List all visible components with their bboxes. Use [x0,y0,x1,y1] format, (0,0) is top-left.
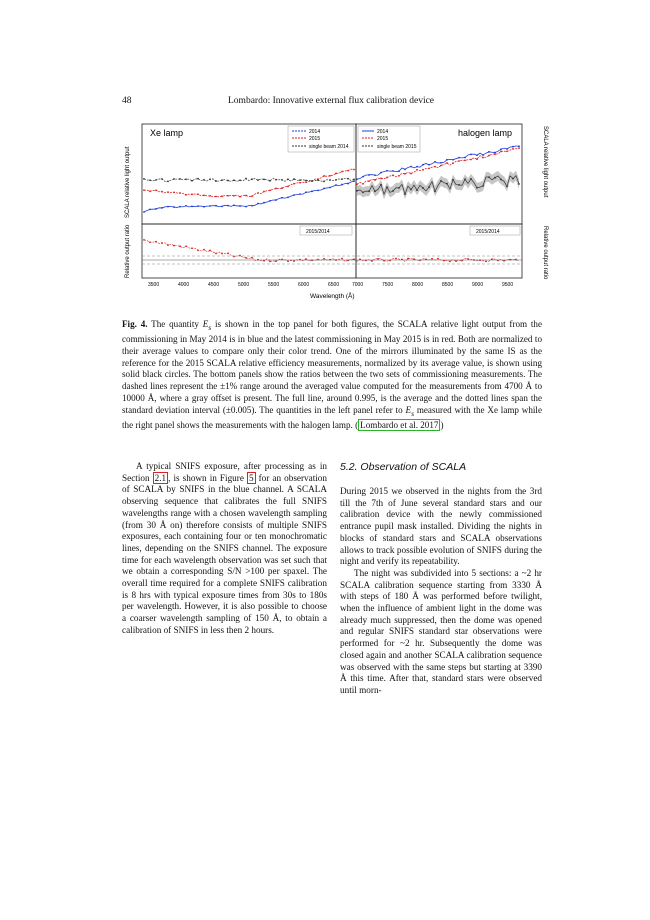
halogen-2014-point [452,159,454,161]
halogen-2015-point [422,169,424,171]
xe-2015-point [257,192,259,194]
halogen-2015-point [488,155,490,157]
xe-2015-line [144,169,354,197]
halogen-2014-point [386,170,388,172]
ratio-point [251,257,253,259]
halogen-single-point [512,178,514,180]
halogen-2014-point [410,166,412,168]
xe-single-point [317,179,319,181]
x-tick-label: 7000 [352,282,364,288]
xe-2014-point [155,208,157,210]
halogen-2015-point [356,183,358,185]
x-tick-label: 4500 [208,282,220,288]
xe-2014-point [191,206,193,208]
ratio-point [371,260,373,262]
ratio-point [449,260,451,262]
xe-single-point [197,178,199,180]
ratio-point [341,258,343,260]
xe-2015-point [197,193,199,195]
right-paragraph-2: The night was subdivided into 5 sections: a ~2 hr SCALA calibration sequence starting from 3330 Å with steps of 180 Å was performed before twilight, when the influence of ambient light in the dome was already much suppressed, then the dome was opened and regular SNIFS standard star observations were performed for ~2 hr. Subsequently the dome was closed again and another SCALA calibration sequence was observed with the same steps but starting at 3390 Å this time. After that, standard stars were observed until morn- [340,567,542,695]
halogen-2014-point [488,151,490,153]
ratio-point [287,260,289,262]
xe-single-point [167,180,169,182]
halogen-2015-point [434,166,436,168]
ratio-point [161,242,163,244]
halogen-2015-point [464,160,466,162]
ratio-point [185,245,187,247]
xe-2014-point [317,189,319,191]
xe-single-point [287,178,289,180]
xe-2014-point [209,205,211,207]
ratio-line [144,240,519,262]
halogen-single-point [482,185,484,187]
halogen-single-point [416,189,418,191]
ratio-point [323,258,325,260]
left-legend-2014: 2014 [309,129,321,135]
halogen-2015-point [368,180,370,182]
halogen-single-point [356,190,358,192]
halogen-single-point [458,184,460,186]
xe-2014-point [239,205,241,207]
x-tick-label: 4000 [178,282,190,288]
ratio-point [467,258,469,260]
xe-2015-point [329,175,331,177]
halogen-2015-point [446,162,448,164]
left-column: A typical SNIFS exposure, after processing as in Section 2.1 , is shown in Figure 5 for an observation of SCALA by SNIFS in the blue channel. A SCALA observing sequence that calibrates the full SNIFS wavelengths range with a chosen wavelength sampling (from 30 Å on) therefore consists of multiple SNIFS exposures, each containing four or ten monochromatic lines, depending on the SNIFS channel. The exposure time for each wavelength observation was set such that we obtain a corresponding S/N >100 per spaxel. The overall time required for a complete SNIFS calibration is 8 hrs with typical exposure times from 30s to 180s per wavelength. However, it is also possible to choose a coarser wavelength sampling of 150 Å, to obtain a calibration of SNIFS in less then 2 hours. [122,461,327,635]
halogen-2015-point [512,148,514,150]
xe-2014-point [293,194,295,196]
halogen-2014-point [458,157,460,159]
xe-2015-point [305,181,307,183]
xe-2015-point [227,195,229,197]
halogen-2014-point [470,154,472,156]
xe-2014-point [305,191,307,193]
halogen-single-point [518,183,520,185]
ratio-point [431,258,433,260]
ratio-point [143,239,145,241]
xe-single-point [263,178,265,180]
figure-4-plot [120,118,550,308]
xe-2014-point [215,205,217,207]
ratio-point [149,241,151,243]
halogen-2015-point [458,160,460,162]
halogen-single-point [464,178,466,180]
citation-link[interactable]: Lombardo et al. 2017 [360,419,439,430]
halogen-single-point [362,191,364,193]
halogen-2014-point [416,166,418,168]
right-legend-2014: 2014 [377,129,389,135]
halogen-single-point [446,183,448,185]
ratio-point [245,257,247,259]
halogen-2014-point [476,154,478,156]
xe-2014-point [347,183,349,185]
halogen-single-point [428,186,430,188]
halogen-2015-point [380,178,382,180]
xe-2014-point [173,206,175,208]
xe-2015-point [323,175,325,177]
halogen-single-point [470,178,472,180]
xe-2015-point [167,191,169,193]
halogen-2014-point [440,162,442,164]
xe-single-point [305,180,307,182]
halogen-2014-point [494,152,496,154]
x-tick-label: 3500 [148,282,160,288]
halogen-2015-point [404,173,406,175]
xe-2015-point [281,187,283,189]
xe-2015-point [203,194,205,196]
xe-single-point [275,179,277,181]
halogen-2015-point [440,165,442,167]
halogen-2014-point [380,172,382,174]
halogen-single-point [392,190,394,192]
xe-single-point [341,178,343,180]
xe-2014-point [149,209,151,211]
x-tick-label: 8500 [442,282,454,288]
ratio-point [173,245,175,247]
halogen-2014-point [374,174,376,176]
xe-single-point [155,179,157,181]
right-legend-single: single beam 2015 [377,144,417,150]
ratio-point [485,261,487,263]
xe-single-point [257,179,259,181]
left-legend-2015: 2015 [309,136,321,142]
xe-2015-point [341,171,343,173]
section-heading: 5.2. Observation of SCALA [340,461,467,473]
left-ratio-legend: 2015/2014 [306,229,330,235]
left-legend-single: single beam 2014 [309,144,349,150]
xe-2014-point [335,184,337,186]
ratio-point [191,247,193,249]
halogen-2015-point [470,159,472,161]
halogen-2015-point [392,174,394,176]
xe-single-point [191,180,193,182]
xe-2015-point [347,170,349,172]
right-y-label: SCALA relative light output [542,126,548,198]
ratio-point [227,252,229,254]
halogen-2014-point [392,170,394,172]
x-tick-label: 8000 [412,282,424,288]
halogen-2014-point [464,157,466,159]
xe-single-point [323,181,325,183]
xe-2015-point [209,195,211,197]
xe-2015-point [155,189,157,191]
xe-single-point [203,179,205,181]
halogen-2015-point [416,169,418,171]
halogen-2015-point [518,147,520,149]
page-number: 48 [122,96,132,106]
xe-single-point [221,179,223,181]
ratio-point [167,244,169,246]
x-tick-label: 6000 [298,282,310,288]
xe-2015-point [245,195,247,197]
xe-single-point [311,180,313,182]
xe-2014-point [341,184,343,186]
halogen-2015-point [362,183,364,185]
xe-single-point [179,178,181,180]
xe-single-line [144,179,354,182]
xe-2014-point [257,203,259,205]
xe-single-point [227,180,229,182]
xe-single-point [329,179,331,181]
ratio-point [305,258,307,260]
xe-2014-point [329,187,331,189]
x-tick-label: 5000 [238,282,250,288]
xe-single-point [161,178,163,180]
xe-single-point [335,179,337,181]
xe-2015-point [287,186,289,188]
xe-2014-point [269,200,271,202]
figure-ref-link[interactable]: 5 [248,472,254,483]
halogen-2014-point [482,154,484,156]
halogen-2014-point [428,164,430,166]
xe-2015-point [275,188,277,190]
xe-single-point [281,179,283,181]
xe-single-point [215,180,217,182]
right-ratio-legend: 2015/2014 [476,229,500,235]
xe-2015-point [143,189,145,191]
halogen-2014-point [422,164,424,166]
xe-2014-point [323,188,325,190]
ratio-point [275,260,277,262]
halogen-2015-point [452,162,454,164]
xe-single-point [149,179,151,181]
halogen-single-point [434,190,436,192]
halogen-2014-point [404,168,406,170]
xe-2014-point [161,207,163,209]
xe-2014-point [281,197,283,199]
halogen-2014-point [356,178,358,180]
halogen-2014-point [446,159,448,161]
halogen-single-point [500,179,502,181]
xe-2014-point [185,205,187,207]
xe-2014-point [167,206,169,208]
xe-single-point [143,178,145,180]
xe-2015-point [161,191,163,193]
halogen-2014-point [434,161,436,163]
xe-2015-point [299,182,301,184]
ratio-point [209,250,211,252]
right-paragraph-1: During 2015 we observed in the nights from the 3rd till the 7th of June several standard stars and our calibration device with the newly commissioned entrance pupil mask installed. Dividing the nights in blocks of standard stars and SCALA observations allows to track possible evolution of SNIFS during the night and verify its repeatability. [340,486,542,567]
ratio-point [221,253,223,255]
ratio-point [197,249,199,251]
xe-2015-point [293,183,295,185]
ratio-point [215,253,217,255]
halogen-single-point [452,179,454,181]
xe-single-point [209,178,211,180]
x-tick-label: 7500 [382,282,394,288]
x-tick-label: 9500 [502,282,514,288]
left-lamp-label: Xe lamp [150,128,184,138]
halogen-single-point [410,189,412,191]
xe-2015-point [185,194,187,196]
halogen-2014-point [398,170,400,172]
xe-2014-point [353,180,355,182]
halogen-2014-point [506,148,508,150]
xe-single-point [185,178,187,180]
xe-2015-point [239,196,241,198]
xe-2014-point [227,205,229,207]
xe-2014-point [179,206,181,208]
halogen-2015-point [500,151,502,153]
ratio-point [179,245,181,247]
section-ref-link[interactable]: 2.1 [154,472,167,483]
xe-2014-point [197,205,199,207]
halogen-2015-point [410,173,412,175]
xe-single-point [353,179,355,181]
x-tick-labels [148,282,513,288]
running-title: Lombardo: Innovative external flux calibration device [228,96,435,106]
xe-2014-point [203,206,205,208]
halogen-single-point [440,180,442,182]
xe-2015-point [263,191,265,193]
halogen-single-point [488,176,490,178]
ratio-point [293,260,295,262]
xe-2015-point [335,173,337,175]
xe-single-point [245,178,247,180]
halogen-2015-point [494,153,496,155]
xe-2014-point [299,193,301,195]
xe-2014-point [263,202,265,204]
xe-2015-point [269,190,271,192]
ratio-point [269,260,271,262]
xe-2014-point [251,205,253,207]
halogen-2014-point [500,148,502,150]
halogen-2015-point [398,175,400,177]
figure-4 [120,118,550,308]
ratio-point [437,258,439,260]
right-lamp-label: halogen lamp [458,128,513,138]
halogen-2015-point [374,179,376,181]
caption-label: Fig. 4. [122,319,148,329]
halogen-2015-point [476,158,478,160]
xe-single-point [293,178,295,180]
halogen-single-point [380,184,382,186]
xe-2015-point [149,190,151,192]
right-legend-2015: 2015 [377,136,389,142]
xe-2014-point [233,204,235,206]
halogen-2015-point [386,177,388,179]
halogen-single-point [506,186,508,188]
ratio-point [377,258,379,260]
left-y-label: SCALA relative light output [125,146,131,218]
right-column [340,486,542,697]
halogen-single-point [494,177,496,179]
halogen-single-point [374,190,376,192]
ratio-point [203,249,205,251]
halogen-2014-point [518,145,520,147]
ratio-point [155,241,157,243]
xe-2014-point [143,211,145,213]
xe-single-point [251,178,253,180]
halogen-single-point [476,187,478,189]
xe-2014-point [287,196,289,198]
xe-2015-point [179,192,181,194]
xe-single-point [173,178,175,180]
halogen-single-point [422,187,424,189]
ratio-point [407,258,409,260]
figure-caption: Fig. 4. The quantity $E_s$ is shown in the top panel for both figures, the SCALA relative light output from the commissioning in May 2014 is in blue and the latest commissioning in May 2015 is in red. Both are normalized to their average values to compare only their color trend. One of the mirrors illuminated by the same IS as the reference for the 2015 SCALA relative efficiency measurements, normalized by its average value, is shown using solid black circles. The bottom panels show the ratios between the two sets of commissioning measurements. The dashed lines represent the ±1% range around the averaged value computed for the measurements from 4700 Å to 10000 Å, where a gray offset is present. The full line, around 0.995, is the average and the dotted lines span the standard deviation interval (±0.005). The quantities in the left panel refer to $E_s$ measured with the Xe lamp while the right panel shows the measurements with the halogen lamp. ( Lombardo et al. 2017 ) [122,319,542,430]
halogen-2014-point [362,176,364,178]
x-tick-label: 6500 [328,282,340,288]
ratio-point [395,258,397,260]
xe-2015-point [215,196,217,198]
ratio-point [455,260,457,262]
figure-curves [143,145,520,262]
left-y-label-bottom: Relative output ratio [125,224,131,278]
halogen-single-point [398,187,400,189]
halogen-2014-point [512,146,514,148]
halogen-single-point [368,190,370,192]
right-y-label-bottom: Relative output ratio [542,226,548,280]
halogen-2015-point [482,157,484,159]
x-axis-label: Wavelength (Å) [310,293,355,300]
xe-2014-point [221,206,223,208]
xe-2015-point [173,191,175,193]
x-tick-label: 5500 [268,282,280,288]
xe-single-point [239,179,241,181]
halogen-2015-point [506,150,508,152]
xe-single-point [233,179,235,181]
xe-2015-point [233,195,235,197]
xe-single-point [299,179,301,181]
halogen-single-point [386,186,388,188]
halogen-2015-point [428,167,430,169]
halogen-single-point [404,193,406,195]
xe-single-point [347,178,349,180]
halogen-2014-point [368,174,370,176]
xe-2014-point [275,199,277,201]
xe-2015-point [251,195,253,197]
xe-2014-point [311,190,313,192]
xe-2015-point [353,169,355,171]
xe-single-point [269,180,271,182]
xe-2015-point [191,193,193,195]
xe-2014-point [245,206,247,208]
x-tick-label: 9000 [472,282,484,288]
xe-2015-point [221,195,223,197]
